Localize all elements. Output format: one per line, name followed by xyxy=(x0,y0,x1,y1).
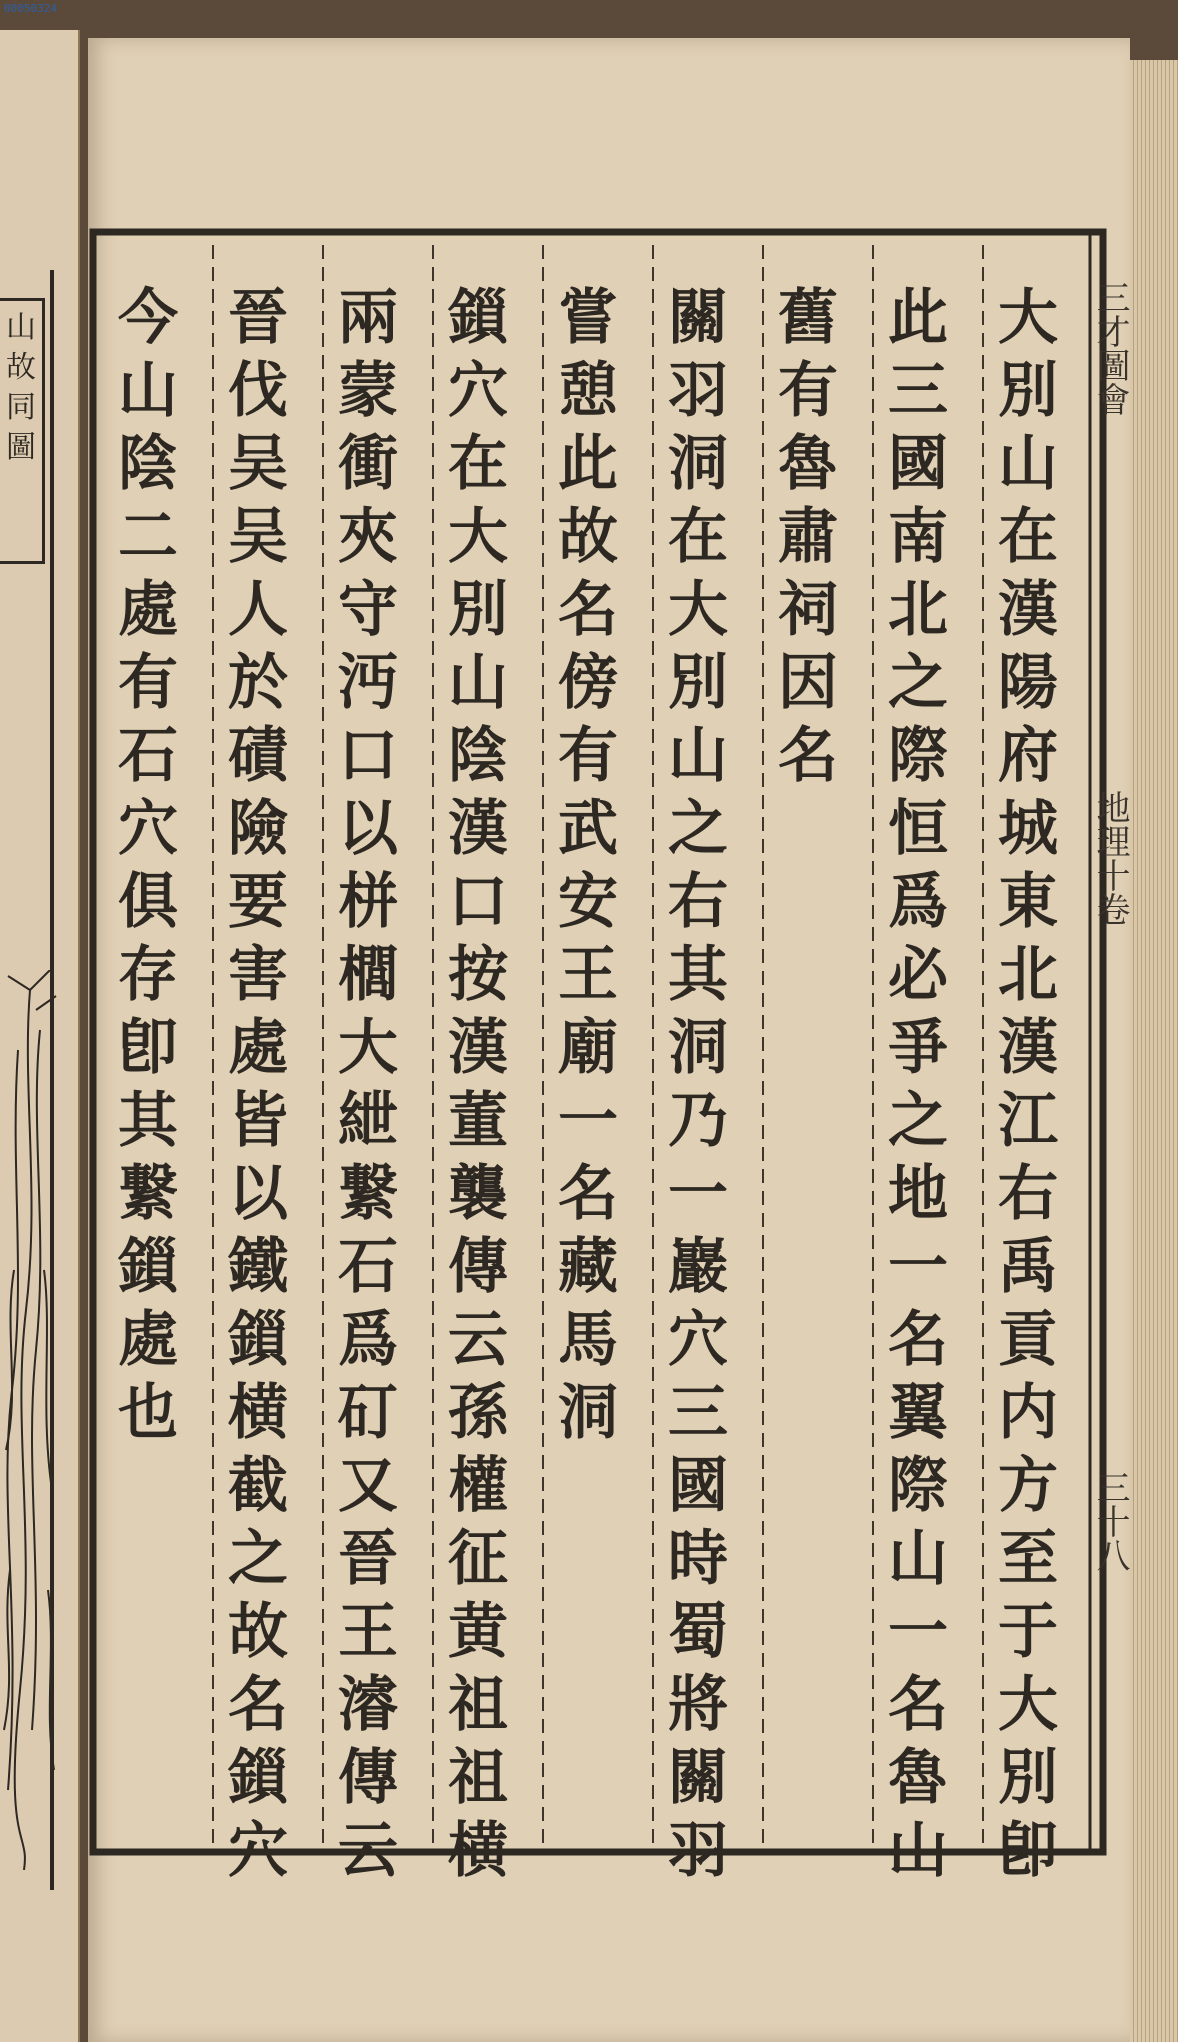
folio-number xyxy=(1090,1470,1130,1572)
text-column-9-text: 今 山 陰 二 處 有 石 穴 俱 存 卽 其 繋 鎻 處 也 xyxy=(118,283,178,1448)
section-label-text: 地理十卷 xyxy=(1090,790,1130,926)
text-column-3-text: 舊 有 魯 肅 祠 因 名 xyxy=(778,283,838,791)
section-label xyxy=(1090,790,1130,926)
scan-id-label: 00050324 xyxy=(4,2,57,15)
text-column-4-text: 關 羽 洞 在 大 別 山 之 右 其 洞 乃 一 巖 穴 三 國 時 蜀 將 關 羽 xyxy=(668,283,728,1886)
text-column-5-text: 嘗 憩 此 故 名 傍 有 武 安 王 廟 一 名 藏 馬 洞 xyxy=(558,283,618,1448)
text-column-8 xyxy=(224,282,292,1888)
text-column-1 xyxy=(994,282,1062,1888)
left-page-title: 山故同圖 xyxy=(6,310,36,465)
text-column-2 xyxy=(884,282,952,1888)
text-column-4 xyxy=(664,282,732,1888)
text-column-1-text: 大 別 山 在 漢 陽 府 城 東 北 漢 江 右 禹 貢 内 方 至 于 大 別 卽 xyxy=(998,283,1058,1886)
text-column-6-text: 鎻 穴 在 大 別 山 陰 漢 口 按 漢 董 襲 傳 云 孫 權 征 黄 祖 祖 横 xyxy=(448,283,508,1886)
folio-number-text: 三十八 xyxy=(1090,1470,1130,1572)
text-column-7 xyxy=(334,282,402,1888)
text-column-3 xyxy=(774,282,842,793)
text-column-8-text: 晉 伐 吴 吴 人 於 磧 險 要 害 處 皆 以 鐵 鎻 横 截 之 故 名 鎻 穴 xyxy=(228,283,288,1886)
text-column-7-text: 兩 蒙 衝 夾 守 沔 口 以 栟 櫚 大 紲 繋 石 爲 矴 又 晉 王 濬 傳 云 xyxy=(338,283,398,1886)
text-column-2-text: 此 三 國 南 北 之 際 恒 爲 必 爭 之 地 一 名 翼 際 山 一 名 魯 山 xyxy=(888,283,948,1886)
text-column-5 xyxy=(554,282,622,1450)
book-title-text: 三才圖會 xyxy=(1090,280,1130,416)
text-column-6 xyxy=(444,282,512,1888)
book-title xyxy=(1090,280,1130,416)
text-column-9 xyxy=(114,282,182,1450)
